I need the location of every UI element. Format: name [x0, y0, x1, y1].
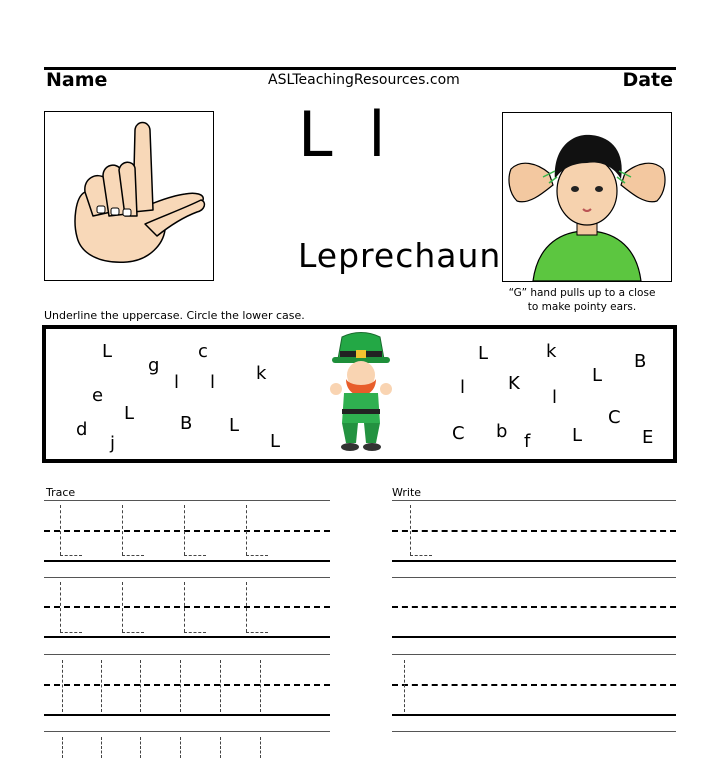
letter-item[interactable]: g: [148, 355, 160, 376]
row-mid-line: [44, 606, 330, 608]
hand-L-sign-icon: [45, 112, 213, 280]
row-base-line: [44, 560, 330, 562]
row-base-line: [44, 636, 330, 638]
letter-hunt-frame: [42, 325, 677, 463]
row-mid-line: [392, 530, 676, 532]
letter-item[interactable]: K: [508, 373, 520, 394]
sign-caption: [500, 286, 664, 314]
letter-item[interactable]: L: [572, 425, 583, 446]
letter-item[interactable]: L: [229, 415, 240, 436]
child-signing-icon: [503, 113, 671, 281]
name-label: Name: [46, 69, 108, 91]
letters-heading: L l: [298, 98, 394, 171]
trace-label: Trace: [46, 486, 76, 499]
row-top-line: [44, 500, 330, 501]
row-mid-line: [392, 684, 676, 686]
site-url[interactable]: ASLTeachingResources.com: [268, 72, 460, 88]
write-label: Write: [392, 486, 422, 499]
row-top-line: [392, 731, 676, 732]
letter-item[interactable]: C: [608, 407, 621, 428]
row-mid-line: [44, 684, 330, 686]
instructions: Underline the uppercase. Circle the lower case.: [44, 309, 305, 322]
caption-line-2: to make pointy ears.: [527, 301, 637, 313]
letter-item[interactable]: f: [524, 431, 531, 452]
row-top-line: [392, 500, 676, 501]
row-top-line: [392, 577, 676, 578]
letter-item[interactable]: k: [546, 341, 557, 362]
letter-item[interactable]: l: [174, 372, 180, 393]
letter-item[interactable]: l: [460, 377, 466, 398]
header-rule: [44, 67, 676, 70]
row-base-line: [392, 714, 676, 716]
letter-item[interactable]: L: [102, 341, 113, 362]
letter-item[interactable]: L: [478, 343, 489, 364]
letter-item[interactable]: L: [124, 403, 135, 424]
row-top-line: [392, 654, 676, 655]
row-mid-line: [44, 530, 330, 532]
letter-item[interactable]: L: [270, 431, 281, 452]
date-label: Date: [622, 69, 673, 91]
caption-line-1: “G” hand pulls up to a close: [508, 287, 656, 299]
letter-item[interactable]: E: [642, 427, 654, 448]
letter-item[interactable]: B: [634, 351, 647, 372]
letter-item[interactable]: k: [256, 363, 267, 384]
letter-item[interactable]: b: [496, 421, 508, 442]
leprechaun-icon: [328, 331, 394, 455]
sign-photo-box: [502, 112, 672, 282]
row-base-line: [392, 636, 676, 638]
letter-item[interactable]: l: [210, 372, 216, 393]
row-top-line: [44, 577, 330, 578]
letter-item[interactable]: L: [592, 365, 603, 386]
row-top-line: [44, 731, 330, 732]
letter-item[interactable]: C: [452, 423, 465, 444]
hand-sign-box: [44, 111, 214, 281]
row-top-line: [44, 654, 330, 655]
letter-item[interactable]: d: [76, 419, 88, 440]
letter-item[interactable]: B: [180, 413, 193, 434]
row-base-line: [44, 714, 330, 716]
letter-item[interactable]: c: [198, 341, 208, 362]
letter-item[interactable]: l: [552, 387, 558, 408]
row-mid-line: [392, 606, 676, 608]
letter-item[interactable]: e: [92, 385, 104, 406]
row-base-line: [392, 560, 676, 562]
letter-item[interactable]: j: [110, 433, 116, 454]
vocab-word: Leprechaun: [298, 236, 502, 275]
